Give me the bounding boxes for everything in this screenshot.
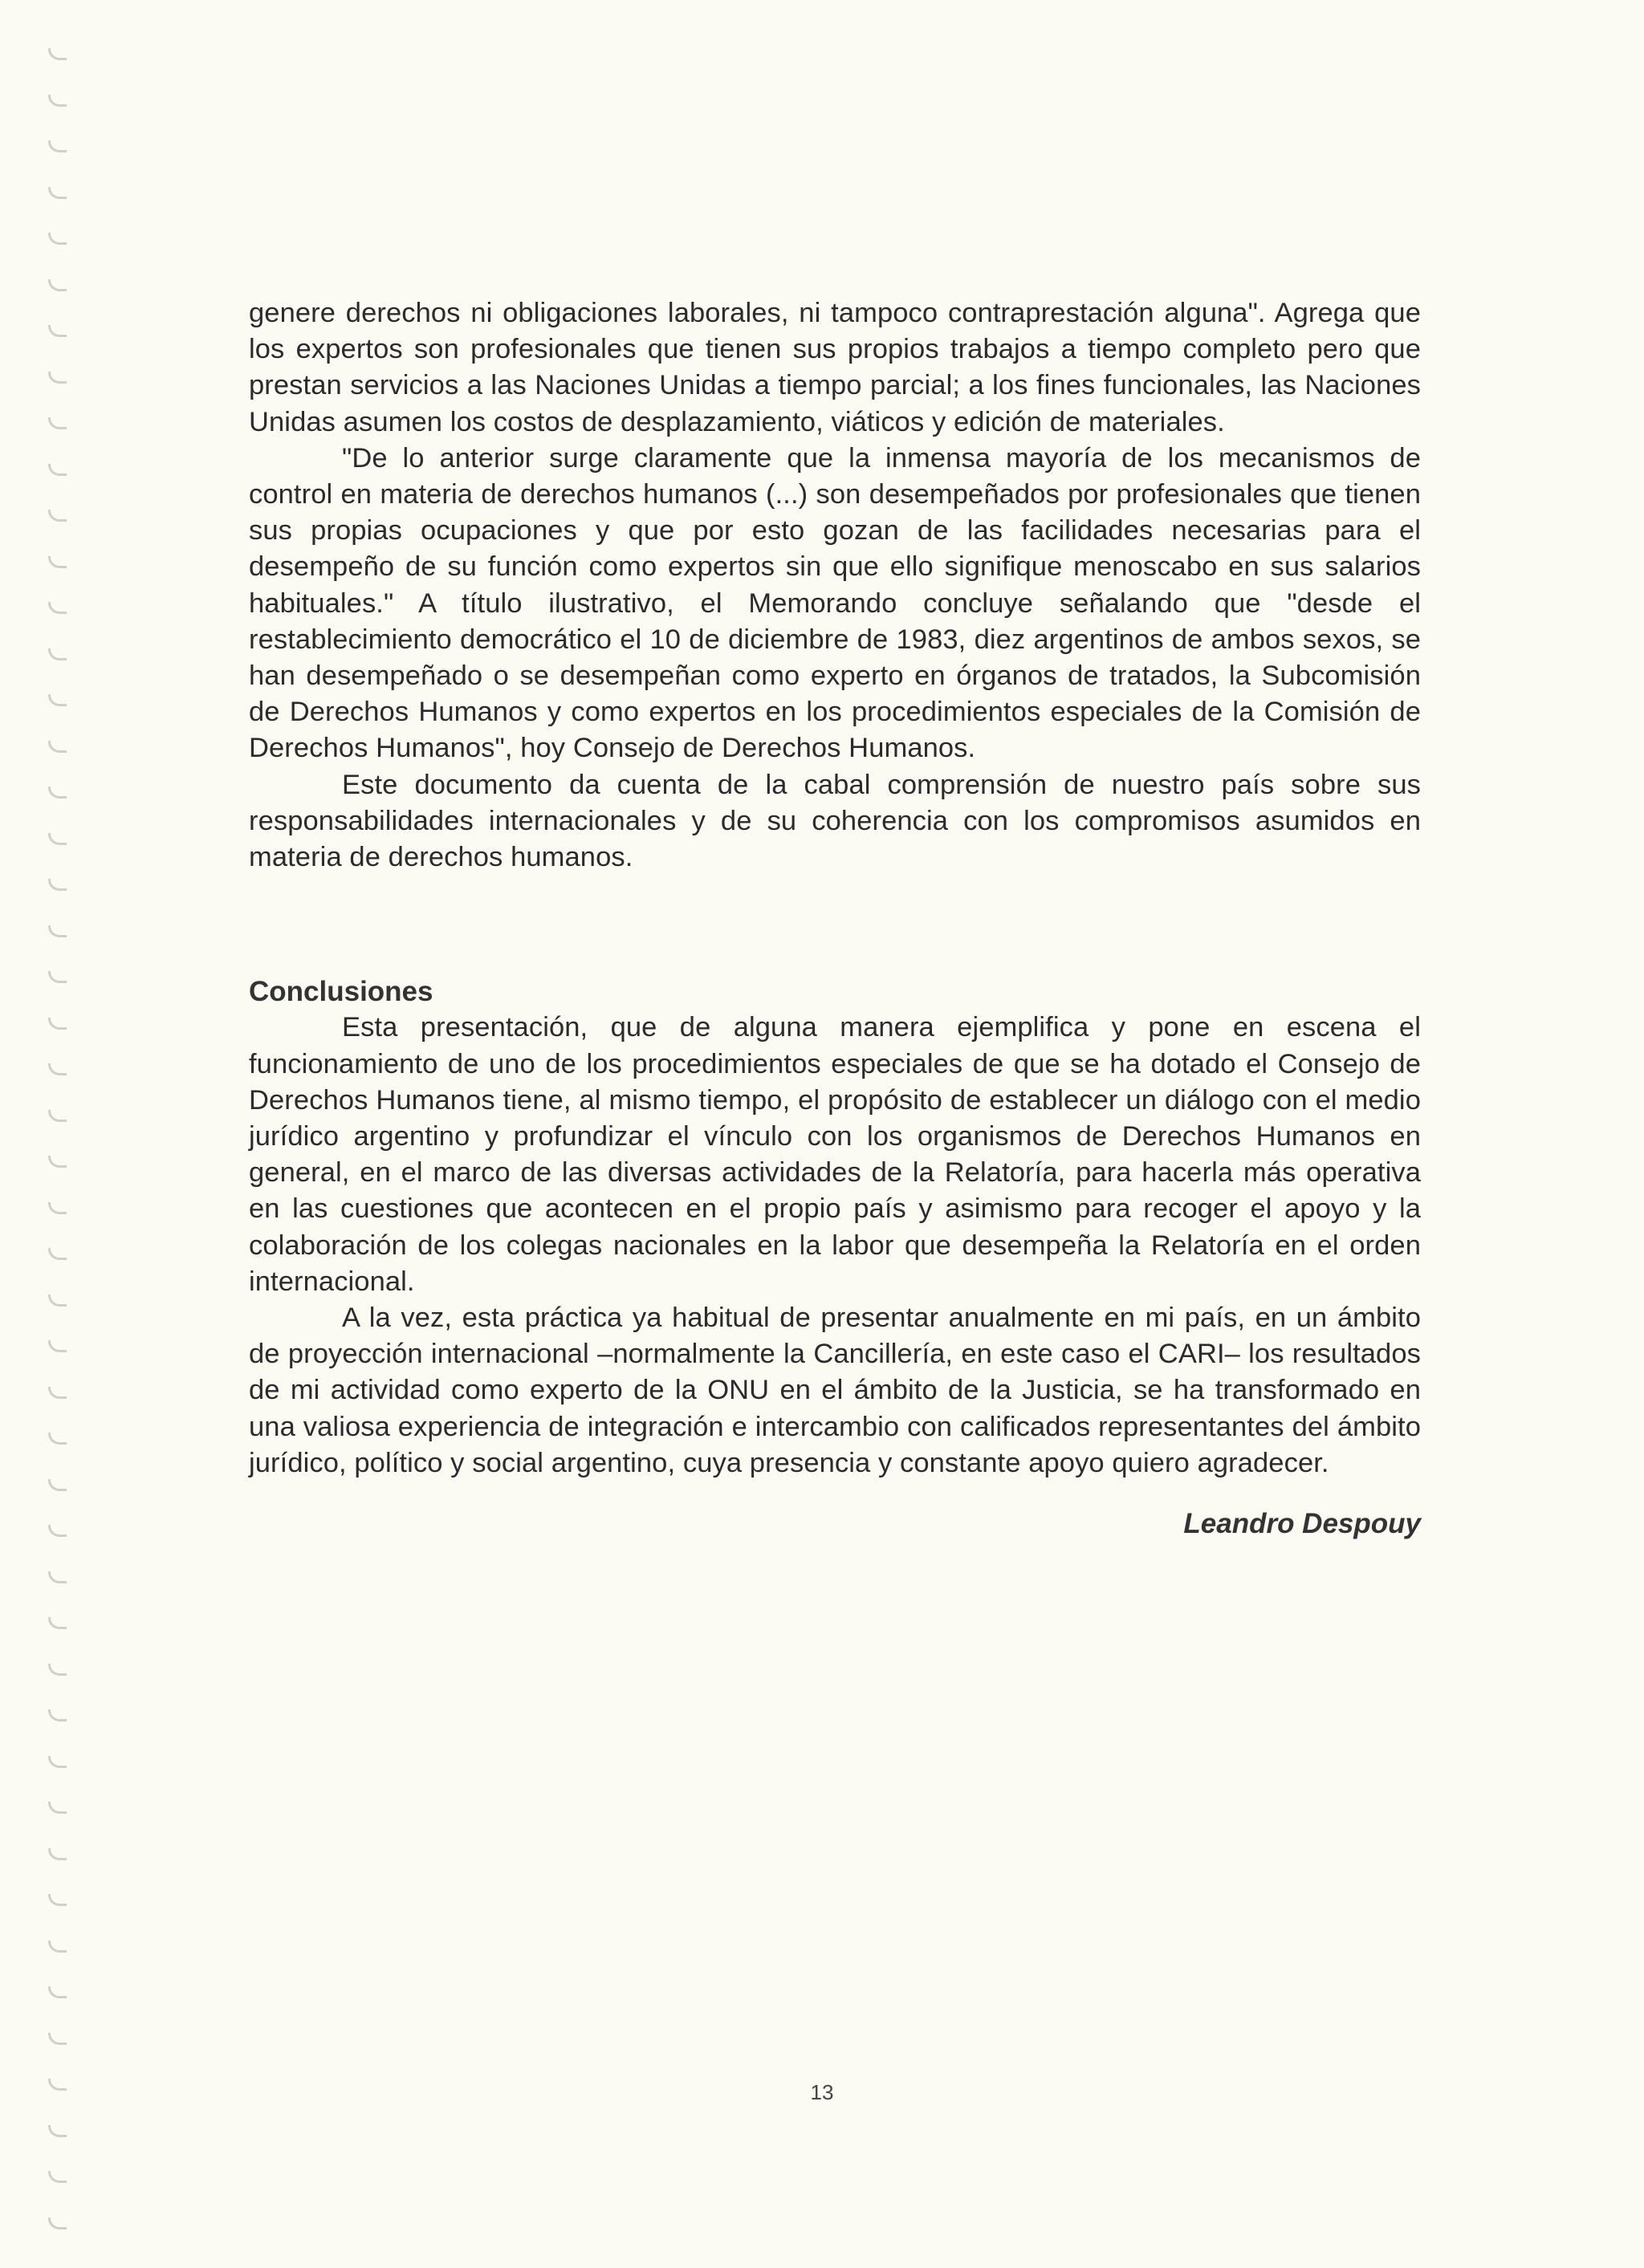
- binding-mark: [48, 648, 67, 660]
- paragraph-conclusion-1: Esta presentación, que de alguna manera ejemplifica y pone en escena el funcionamiento de uno de los procedimientos especiales de que se ha dotado el Consejo de Derechos Humanos tiene, al mismo tiempo, el propósito de establecer un diálogo con el medio jurídico argentino y profundizar el vínculo con los organismos de Derechos Humanos en general, en el marco de las diversas actividades de la Relatoría, para hacerla más operativa en las cuestiones que acontecen en el propio país y asimismo para recoger el apoyo y la colaboración de los colegas nacionales en la labor que desempeña la Relatoría en el orden internacional.: [249, 1012, 1421, 1297]
- binding-mark: [48, 786, 67, 799]
- page-body: [249, 295, 1421, 1542]
- page-number: 13: [810, 2080, 834, 2104]
- binding-mark: [48, 1018, 67, 1030]
- binding-mark: [48, 1802, 67, 1814]
- paragraph-continuation: genere derechos ni obligaciones laborales, ni tampoco contraprestación alguna". Agrega que los expertos son profesionales que tienen sus propios trabajos a tiempo completo pero que prestan servicios a las Naciones Unidas a tiempo parcial; a los fines funcionales, las Naciones Unidas asumen los costos de desplazamiento, viáticos y edición de materiales.: [249, 298, 1421, 437]
- binding-mark: [48, 925, 67, 937]
- binding-mark: [48, 1110, 67, 1122]
- binding-mark: [48, 1156, 67, 1168]
- binding-mark: [48, 325, 67, 337]
- binding-mark: [48, 1340, 67, 1352]
- binding-mark: [48, 1941, 67, 1953]
- binding-mark: [48, 833, 67, 845]
- binding-mark: [48, 1525, 67, 1537]
- binding-mark: [48, 1479, 67, 1491]
- binding-mark: [48, 1571, 67, 1583]
- paragraph-quote-memorando: "De lo anterior surge claramente que la inmensa mayoría de los mecanismos de control en materia de derechos humanos (...) son desempeñados por profesionales que tienen sus propias ocupaciones y que por esto gozan de las facilidades necesarias para el desempeño de su función como expertos sin que ello signifique menoscabo en sus salarios habituales." A título ilustrativo, el Memorando concluye señalando que "desde el restablecimiento democrático el 10 de diciembre de 1983, diez argentinos de ambos sexos, se han desempeñado o se desempeñan como experto en órganos de tratados, la Subcomisión de Derechos Humanos y como expertos en los procedimientos especiales de la Comisión de Derechos Humanos", hoy Consejo de Derechos Humanos.: [249, 442, 1421, 764]
- binding-mark: [48, 233, 67, 245]
- binding-mark: [48, 1986, 67, 1998]
- binding-mark: [48, 48, 67, 60]
- binding-mark: [48, 1063, 67, 1075]
- binding-mark: [48, 1617, 67, 1629]
- binding-mark: [48, 879, 67, 891]
- binding-mark: [48, 1756, 67, 1768]
- paragraph-document-summary: Este documento da cuenta de la cabal comprensión de nuestro país sobre sus responsabilidades internacionales y de su coherencia con los compromisos asumidos en materia de derechos humanos.: [249, 769, 1421, 873]
- spiral-binding-marks: [42, 48, 74, 2263]
- paragraph-conclusion-2: A la vez, esta práctica ya habitual de presentar anualmente en mi país, en un ámbito de proyección internacional –normalmente la Cancillería, en este caso el CARI– los resultados de mi actividad como experto de la ONU en el ámbito de la Justicia, se ha transformado en una valiosa experiencia de integración e intercambio con calificados representantes del ámbito jurídico, político y social argentino, cuya presencia y constante apoyo quiero agradecer.: [249, 1303, 1421, 1478]
- binding-mark: [48, 741, 67, 753]
- section-title-conclusiones: Conclusiones: [249, 976, 433, 1008]
- binding-mark: [48, 694, 67, 706]
- binding-mark: [48, 510, 67, 522]
- binding-mark: [48, 279, 67, 291]
- binding-mark: [48, 1709, 67, 1721]
- binding-mark: [48, 372, 67, 384]
- author-signature: Leandro Despouy: [1183, 1508, 1421, 1540]
- binding-mark: [48, 1202, 67, 1214]
- binding-mark: [48, 1894, 67, 1906]
- binding-mark: [48, 140, 67, 152]
- binding-mark: [48, 2217, 67, 2229]
- binding-mark: [48, 556, 67, 568]
- binding-mark: [48, 187, 67, 199]
- binding-mark: [48, 2125, 67, 2137]
- binding-mark: [48, 602, 67, 614]
- binding-mark: [48, 971, 67, 983]
- binding-mark: [48, 95, 67, 107]
- binding-mark: [48, 1433, 67, 1445]
- binding-mark: [48, 1848, 67, 1860]
- binding-mark: [48, 1295, 67, 1307]
- binding-mark: [48, 1387, 67, 1399]
- binding-mark: [48, 1248, 67, 1260]
- binding-mark: [48, 464, 67, 476]
- binding-mark: [48, 2033, 67, 2045]
- binding-mark: [48, 417, 67, 429]
- binding-mark: [48, 2171, 67, 2183]
- binding-mark: [48, 1664, 67, 1676]
